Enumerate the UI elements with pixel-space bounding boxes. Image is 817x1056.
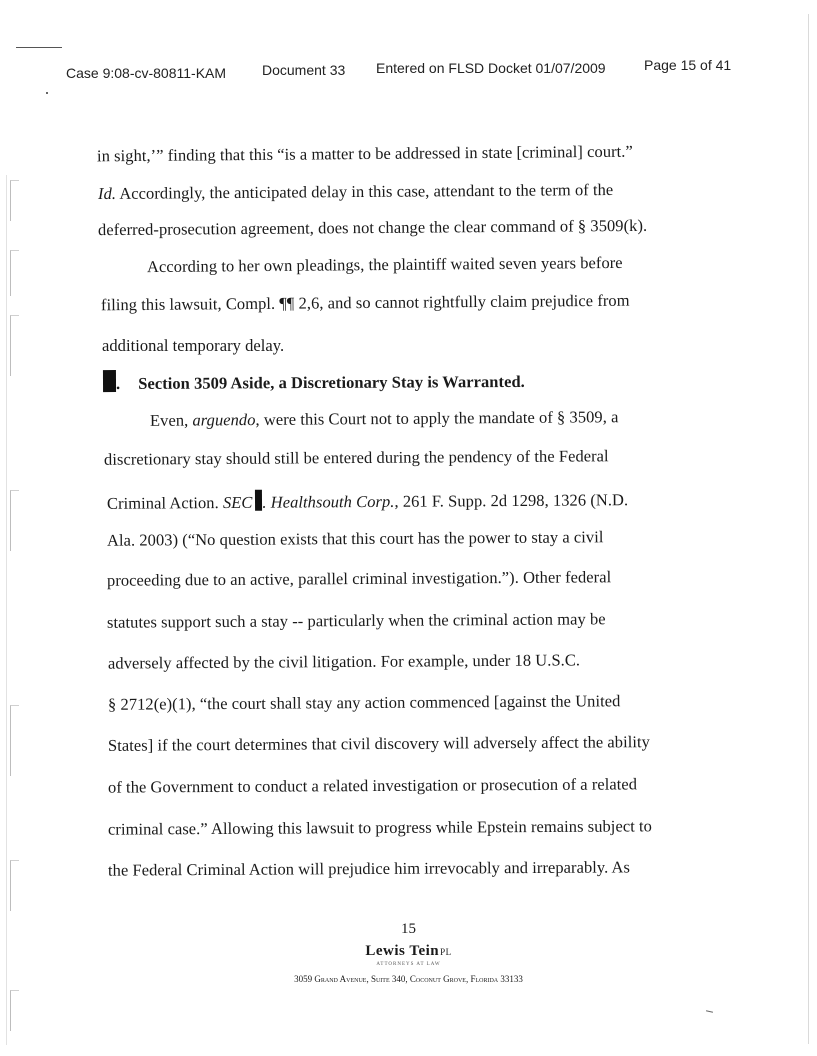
redaction-mark bbox=[103, 370, 116, 392]
text-line: § 2712(e)(1), “the court shall stay any action commenced [against the United bbox=[107, 691, 621, 714]
text-line: statutes support such a stay -- particularly when the criminal action may be bbox=[106, 609, 606, 632]
text-line: the Federal Criminal Action will prejudice him irrevocably and irreparably. As bbox=[107, 857, 631, 880]
text-line: proceeding due to an active, parallel criminal investigation.”). Other federal bbox=[106, 567, 612, 590]
text-line: in sight,’” finding that this “is a matter to be addressed in state [criminal] court.” bbox=[96, 141, 633, 166]
edge-mark bbox=[10, 250, 19, 296]
edge-mark bbox=[10, 705, 19, 776]
firm-logo: Lewis TeinPL bbox=[365, 943, 452, 959]
citation-id: Id. bbox=[97, 183, 117, 204]
page-count: Page 15 of 41 bbox=[644, 57, 732, 73]
scan-artifact-tick bbox=[706, 1010, 713, 1012]
text-line: Criminal Action. SEC . Healthsouth Corp., 261 F. Supp. 2d 1298, 1326 (N.D. bbox=[106, 490, 629, 513]
case-number: Case 9:08-cv-80811-KAM bbox=[66, 65, 227, 81]
text-line: criminal case.” Allowing this lawsuit to progress while Epstein remains subject to bbox=[107, 816, 652, 839]
page-number: 15 bbox=[401, 921, 416, 937]
edge-mark bbox=[10, 315, 19, 376]
page-left-edge bbox=[6, 175, 21, 1045]
page-right-edge bbox=[808, 14, 809, 1044]
section-heading: . Section 3509 Aside, a Discretionary Stay is Warranted. bbox=[103, 368, 525, 394]
scan-artifact-dot bbox=[46, 92, 48, 94]
text-line: States] if the court determines that civil discovery will adversely affect the ability bbox=[107, 732, 650, 755]
text-line: Ala. 2003) (“No question exists that this court has the power to stay a civil bbox=[106, 527, 604, 550]
text-line: discretionary stay should still be entered during the pendency of the Federal bbox=[103, 446, 609, 469]
text-line: additional temporary delay. bbox=[102, 336, 285, 355]
firm-tagline: ATTORNEYS AT LAW bbox=[376, 962, 441, 967]
edge-mark bbox=[10, 860, 19, 911]
scan-artifact-line bbox=[16, 47, 62, 48]
edge-mark bbox=[10, 490, 19, 551]
text-line: deferred-prosecution agreement, does not change the clear command of § 3509(k). bbox=[97, 215, 648, 240]
document-number: Document 33 bbox=[262, 62, 346, 78]
text-line: adversely affected by the civil litigation. For example, under 18 U.S.C. bbox=[107, 650, 581, 673]
edge-mark bbox=[10, 180, 19, 221]
edge-mark bbox=[10, 990, 19, 1031]
docket-entry: Entered on FLSD Docket 01/07/2009 bbox=[376, 60, 606, 76]
text-line: of the Government to conduct a related investigation or prosecution of a related bbox=[107, 774, 638, 797]
text-line: According to her own pleadings, the plaintiff waited seven years before bbox=[146, 252, 623, 277]
text-line: Id. Accordingly, the anticipated delay in this case, attendant to the term of the bbox=[97, 179, 614, 204]
firm-address: 3059 Grand Avenue, Suite 340, Coconut Grove, Florida 33133 bbox=[294, 974, 523, 984]
text-line: filing this lawsuit, Compl. ¶¶ 2,6, and so cannot rightfully claim prejudice from bbox=[100, 290, 630, 315]
text-line: Even, arguendo, were this Court not to apply the mandate of § 3509, a bbox=[149, 407, 619, 430]
